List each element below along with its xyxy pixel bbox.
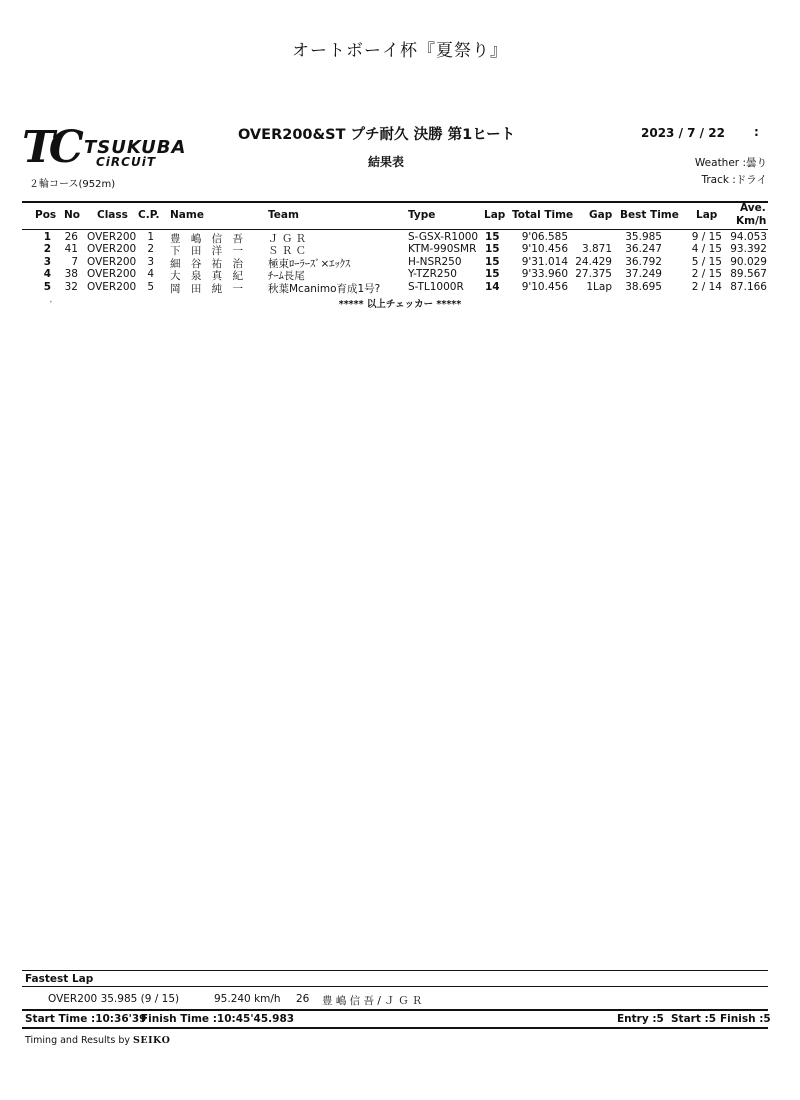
cell-cp: 3 <box>147 255 154 268</box>
start-count: Start :5 <box>671 1013 717 1025</box>
cell-best-lap: 2 / 15 <box>691 268 722 281</box>
finish-time: Finish Time :10:45'45.983 <box>141 1013 295 1025</box>
cell-best-time: 35.985 <box>625 231 662 243</box>
logo-text-line1: TSUKUBA <box>84 137 187 158</box>
weather-status: Weather :曇り <box>694 157 767 169</box>
cell-total-time: 9'31.014 <box>521 255 568 268</box>
header-pos: Pos <box>35 209 57 221</box>
race-date: 2023 / 7 / 22 <box>641 126 725 140</box>
cell-best-time: 38.695 <box>625 280 662 293</box>
header-ave: Ave. <box>740 202 766 214</box>
header-kmh: Km/h <box>736 215 767 227</box>
header-type: Type <box>408 209 436 221</box>
cell-class: OVER200 <box>87 255 137 268</box>
header-best-lap: Lap <box>696 209 718 221</box>
cell-best-time: 36.792 <box>625 255 662 268</box>
cell-team: Ｊ Ｇ Ｒ <box>268 233 307 245</box>
table-row <box>22 231 768 243</box>
race-time-placeholder: : <box>754 125 759 139</box>
course-label: ２輪コース(952m) <box>29 179 116 190</box>
cell-type: H-NSR250 <box>408 255 462 268</box>
cell-ave: 93.392 <box>730 243 767 256</box>
cell-gap: 27.375 <box>575 268 612 281</box>
cell-name: 大 泉 真 紀 <box>170 270 247 283</box>
cell-no: 32 <box>64 280 78 293</box>
cell-pos: 3 <box>43 255 51 268</box>
results-subtitle: 結果表 <box>368 155 405 169</box>
track-status: Track :ドライ <box>701 174 767 186</box>
cell-no: 7 <box>71 255 78 268</box>
table-row <box>22 243 768 258</box>
cell-cp: 5 <box>147 280 154 293</box>
header-cp: C.P. <box>138 209 160 221</box>
cell-best-lap: 4 / 15 <box>691 243 722 256</box>
cell-no: 41 <box>64 243 78 256</box>
cell-ave: 90.029 <box>730 255 767 268</box>
cell-type: Y-TZR250 <box>408 268 457 281</box>
cell-best-lap: 5 / 15 <box>691 255 722 268</box>
fastest-lap-rider-team: 豊 嶋 信 吾 / Ｊ Ｇ Ｒ <box>322 995 423 1007</box>
cell-class: OVER200 <box>87 268 137 281</box>
seiko-logo: SEIKO <box>133 1035 171 1046</box>
cell-gap: 24.429 <box>575 255 612 268</box>
header-gap: Gap <box>589 209 613 221</box>
cell-cp: 2 <box>147 243 154 256</box>
cell-type: S-GSX-R1000 <box>408 231 479 243</box>
cell-name: 岡 田 純 一 <box>170 282 247 295</box>
cell-pos: 5 <box>43 280 51 293</box>
logo-text-line2: CiRCUiT <box>96 155 157 169</box>
header-total-time: Total Time <box>512 209 574 221</box>
cell-best-time: 37.249 <box>625 268 662 281</box>
event-title: オートボーイ杯『夏祭り』 <box>292 41 508 61</box>
cell-best-lap: 9 / 15 <box>691 231 722 243</box>
entry-count: Entry :5 <box>617 1013 664 1025</box>
cell-pos: 4 <box>43 268 51 281</box>
header-team: Team <box>268 209 299 221</box>
header-best-time: Best Time <box>620 209 679 221</box>
checker-note: ***** 以上チェッカー ***** <box>338 299 462 310</box>
header-class: Class <box>97 209 128 221</box>
cell-ave: 89.567 <box>730 268 767 281</box>
cell-lap: 15 <box>485 243 500 256</box>
start-time: Start Time :10:36'39 <box>25 1013 147 1025</box>
cell-lap: 14 <box>485 280 500 293</box>
cell-name: 細 谷 祐 治 <box>170 257 247 270</box>
cell-name: 下 田 洋 一 <box>170 245 247 258</box>
cell-lap: 15 <box>485 255 500 268</box>
cell-class: OVER200 <box>87 243 137 256</box>
cell-team: ﾁｰﾑ長尾 <box>268 270 305 283</box>
header-name: Name <box>170 209 204 221</box>
race-title: OVER200&ST プチ耐久 決勝 第1ヒート <box>238 127 516 143</box>
timing-credit-text: Timing and Results by <box>25 1035 134 1046</box>
fastest-lap-speed: 95.240 km/h <box>214 993 281 1005</box>
cell-gap: 1Lap <box>586 280 612 293</box>
cell-ave: 94.053 <box>730 231 767 243</box>
fastest-lap-class-time: OVER200 35.985 (9 / 15) <box>48 993 180 1005</box>
cell-best-time: 36.247 <box>625 243 662 256</box>
table-row <box>22 281 768 293</box>
logo-mark: TC <box>22 122 78 173</box>
header-no: No <box>64 209 81 221</box>
summary-top-rule <box>22 1009 768 1011</box>
cell-cp: 1 <box>147 231 154 243</box>
header-bottom-rule <box>22 229 768 230</box>
finish-count: Finish :5 <box>720 1013 771 1025</box>
cell-ave: 87.166 <box>730 280 767 293</box>
cell-total-time: 9'10.456 <box>521 243 568 256</box>
cell-best-lap: 2 / 14 <box>691 280 722 293</box>
cell-pos: 1 <box>43 231 51 243</box>
cell-team: Ｓ Ｒ Ｃ <box>268 245 307 258</box>
table-top-rule <box>22 201 768 203</box>
cell-total-time: 9'06.585 <box>521 231 568 243</box>
cell-total-time: 9'10.456 <box>521 280 568 293</box>
cell-team: 秋葉Mcanimo育成1号? <box>268 282 381 295</box>
scan-dot: • <box>49 299 53 306</box>
fastest-lap-label: Fastest Lap <box>25 973 94 985</box>
table-row <box>22 268 768 283</box>
cell-team: 極東ﾛｰﾗｰｽﾞ×ｴｯｸｽ <box>268 257 351 270</box>
table-row <box>22 256 768 268</box>
cell-class: OVER200 <box>87 231 137 243</box>
summary-bottom-rule <box>22 1027 768 1029</box>
fastest-lap-rule <box>22 986 768 987</box>
cell-cp: 4 <box>147 268 154 281</box>
cell-type: S-TL1000R <box>408 280 464 293</box>
cell-no: 26 <box>64 231 78 243</box>
cell-lap: 15 <box>485 268 500 281</box>
header-lap: Lap <box>484 209 506 221</box>
cell-type: KTM-990SMR <box>408 243 477 256</box>
cell-class: OVER200 <box>87 280 137 293</box>
footer-top-rule <box>22 970 768 971</box>
cell-no: 38 <box>64 268 78 281</box>
cell-name: 豊 嶋 信 吾 <box>170 233 247 245</box>
tsukuba-circuit-logo <box>22 122 207 174</box>
cell-pos: 2 <box>43 243 51 256</box>
cell-lap: 15 <box>485 231 500 243</box>
fastest-lap-no: 26 <box>296 993 310 1005</box>
cell-gap: 3.871 <box>581 243 612 256</box>
timing-credit <box>25 1035 170 1046</box>
cell-total-time: 9'33.960 <box>521 268 568 281</box>
